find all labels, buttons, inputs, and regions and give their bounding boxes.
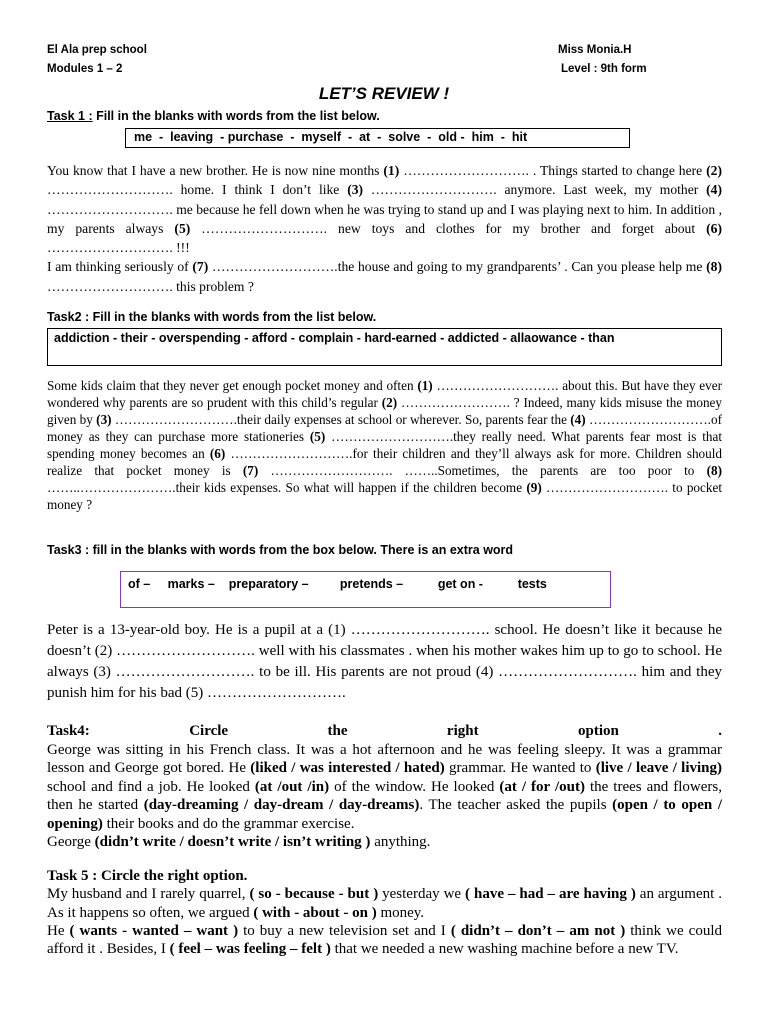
task4-paragraph [47,722,722,852]
text-segment: He [47,922,70,939]
text-segment: an argument . As it happens so often, we argued [47,886,722,921]
blank-number: (4) [706,182,722,198]
task3-heading: Task3 : fill in the blanks with words from the box below. There is an extra word [47,543,514,557]
task1-label: Task 1 : [47,109,93,123]
blank-number: (7) [242,463,259,478]
text-segment: ………………………. anymore. Last week, my mother [363,182,707,198]
task5-paragraph [47,867,722,958]
task1-word-box: me - leaving - purchase - myself - at - solve - old - him - hit [125,128,630,148]
task2-word-box: addiction - their - overspending - afford - complain - hard-earned - addicted - allaowance - than [47,328,722,366]
task4-heading-line [47,722,722,741]
blank-number: (6) [209,446,226,461]
text-segment: of the window. He looked [329,778,500,795]
text-segment: George [47,834,95,850]
text-segment: ………………………. new toys and clothes for my brother and forget about [190,220,707,236]
option-group: ( so - because - but ) [249,886,379,903]
option-group: ( wants - wanted – want ) [69,922,239,939]
task4-heading-trail: . [718,723,722,739]
text-segment: school and find a job. He looked [47,778,255,795]
text-segment: anything. [370,834,431,850]
task1-instruction: Fill in the blanks with words from the list below. [92,109,380,123]
task1-heading [47,109,380,123]
school-name: El Ala prep school [47,44,147,56]
blank-number: (3) [347,182,364,198]
modules-label: Modules 1 – 2 [47,63,123,75]
text-segment: yesterday we [378,886,466,903]
text-segment: the trees and flowers, then he started [47,778,723,813]
blank-number: (5) [174,220,191,236]
text-segment: ……………………….the house and going to my grandparents’ . Can you please help me [208,259,707,275]
text-segment: My husband and I rarely quarrel, [47,886,250,903]
option-group: ( didn’t – don’t – am not ) [450,922,626,939]
text-segment: ………………………. me because he fell down when he was trying to stand up and I was playing next to him. In addition , my parents always [47,201,722,236]
text-segment: ……..………………….their kids expenses. So what will happen if the children become [47,480,527,495]
task2-paragraph [47,377,722,513]
option-group: (at /out /in) [254,778,330,795]
text-segment: their books and do the grammar exercise. [102,815,355,832]
text-segment: ……………………….for their children and they’ll always ask for more. Children should realize that pocket money is [47,446,722,478]
text-segment: ………………………. to pocket money ? [47,480,722,512]
text-segment: ……………………….their daily expenses at school or wherever. So, parents fear the [111,412,571,427]
option-group: (didn’t write / doesn’t write / isn’t writing ) [94,834,371,850]
option-group: (at / for /out) [499,778,585,795]
option-group: ( with - about - on ) [253,904,377,921]
task4-heading: Task4: Circle the right option [47,723,619,739]
blank-number: (8) [706,259,722,275]
text-segment: ………………………. . Things started to change here [399,163,707,178]
blank-number: (1) [417,378,433,393]
text-segment: money. [376,904,425,921]
option-group: (day-dreaming / day-dream / day-dreams) [143,797,420,813]
blank-number: (8) [706,463,723,478]
blank-number: (1) [383,163,400,178]
option-group: ( have – had – are having ) [465,886,636,903]
text-segment: ………………………. ……..Sometimes, the parents are too poor to [258,463,707,478]
text-segment: Some kids claim that they never get enough pocket money and often [47,378,418,393]
text-segment: ……………………. ? Indeed, many kids misuse the money given by [47,395,722,427]
task2-heading: Task2 : Fill in the blanks with words from the list below. [47,310,377,324]
task3-paragraph: Peter is a 13-year-old boy. He is a pupil at a (1) ………………………. school. He doesn’t like it because he doesn’t (2) ………………………. well with his classmates . when his mother wakes him up to go to school. He always (3) ………………………. to be ill. His parents are not proud (4) ………………………. him and they punish him for his bad (5) ………………………. [47,622,722,701]
option-group: (live / leave / living) [595,760,722,776]
blank-number: (5) [309,429,326,444]
task1-paragraph [47,161,722,296]
blank-number: (3) [96,412,112,427]
option-group: ( feel – was feeling – felt ) [169,941,331,958]
blank-number: (2) [381,395,398,410]
text-segment: to buy a new television set and I [238,922,451,939]
text-segment: ………………………. about this. But have they ever wondered why parents are so prudent with this child’s regular [47,378,722,410]
text-segment: grammar. He wanted to [444,760,596,776]
text-segment: think we could afford it . Besides, I [47,922,722,958]
blank-number: (9) [526,480,542,495]
task5-heading: Task 5 : Circle the right option. [47,868,248,884]
page-title: LET’S REVIEW ! [318,84,450,103]
text-segment: ………………………. !!! [47,240,190,256]
blank-number: (2) [706,163,722,178]
option-group: (open / to open / opening) [47,797,722,832]
text-segment: . The teacher asked the pupils [419,797,613,813]
text-segment: ………………………. this problem ? [47,278,254,294]
text-segment: ……………………….of money as they can purchase more stationeries [47,412,722,444]
text-segment: that we needed a new washing machine before a new TV. [330,941,679,958]
level-label: Level : 9th form [561,63,647,75]
text-segment: ………………………. home. I think I don’t like [47,182,348,198]
text-segment: I am thinking seriously of [47,259,193,275]
text-segment: George was sitting in his French class. It was a hot afternoon and he was feeling sleepy. It was a grammar lesson and George got bored. He [47,741,722,776]
blank-number: (4) [570,412,586,427]
blank-number: (6) [706,220,722,236]
teacher-name: Miss Monia.H [558,44,632,56]
blank-number: (7) [192,259,209,275]
text-segment: You know that I have a new brother. He is now nine months [47,163,384,178]
text-segment: ……………………….they really need. What parents fear most is that spending money becomes an [47,429,722,461]
task3-word-box: of – marks – preparatory – pretends – get on - tests [120,571,611,608]
option-group: (liked / was interested / hated) [250,760,445,776]
